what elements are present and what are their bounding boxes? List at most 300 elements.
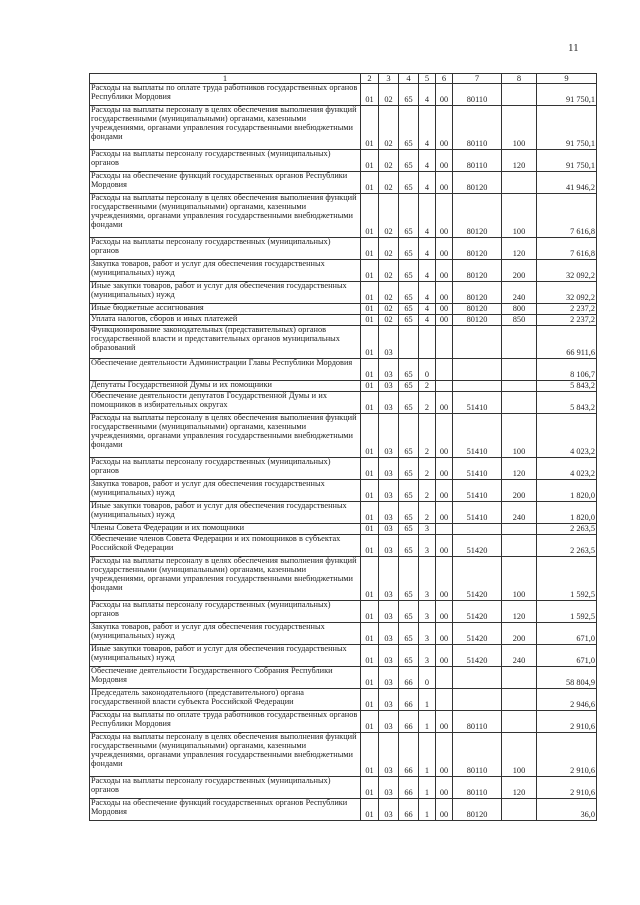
amount: 1 820,0	[537, 480, 597, 502]
code-subsection: 03	[379, 359, 399, 381]
code-subsection: 02	[379, 84, 399, 106]
amount: 32 092,2	[537, 282, 597, 304]
column-header: 6	[436, 74, 453, 84]
amount: 4 023,2	[537, 414, 597, 458]
amount: 36,0	[537, 799, 597, 821]
amount: 2 910,6	[537, 777, 597, 799]
code-subprogram: 0	[419, 359, 436, 381]
code-subsection: 02	[379, 150, 399, 172]
code-subprogram: 3	[419, 645, 436, 667]
code-subsection: 03	[379, 480, 399, 502]
code-expense-type: 240	[502, 645, 537, 667]
code-subsection: 03	[379, 601, 399, 623]
code-subprogram: 4	[419, 194, 436, 238]
table-row	[90, 84, 597, 106]
code-direction: 80120	[453, 194, 502, 238]
code-subprogram: 2	[419, 392, 436, 414]
code-expense-type	[502, 84, 537, 106]
row-label: Уплата налогов, сборов и иных платежей	[90, 315, 361, 326]
row-label: Председатель законодательного (представительного) органа государственной власти субъекта Российской Федерации	[90, 689, 361, 711]
code-program: 65	[399, 535, 419, 557]
table-body	[90, 84, 597, 821]
row-label: Расходы на выплаты персоналу в целях обеспечения выполнения функций государственными (муниципальными) органами, казенными учреждениями, органами управления государственными внебюджетными фондами	[90, 557, 361, 601]
code-section: 01	[361, 557, 379, 601]
code-expense-type	[502, 326, 537, 359]
code-direction: 51410	[453, 414, 502, 458]
code-program: 65	[399, 84, 419, 106]
code-section: 01	[361, 623, 379, 645]
code-direction: 51410	[453, 502, 502, 524]
code-subsection: 03	[379, 799, 399, 821]
code-subprogram: 4	[419, 304, 436, 315]
code-section: 01	[361, 667, 379, 689]
code-expense-type: 100	[502, 557, 537, 601]
amount: 2 910,6	[537, 733, 597, 777]
code-group	[436, 359, 453, 381]
code-subsection: 02	[379, 304, 399, 315]
column-number-row	[90, 74, 597, 84]
code-group: 00	[436, 645, 453, 667]
code-subprogram: 4	[419, 172, 436, 194]
code-subprogram: 2	[419, 414, 436, 458]
table-row	[90, 524, 597, 535]
code-expense-type: 120	[502, 777, 537, 799]
code-program: 65	[399, 557, 419, 601]
code-subsection: 03	[379, 502, 399, 524]
code-group: 00	[436, 150, 453, 172]
row-label: Иные закупки товаров, работ и услуг для обеспечения государственных (муниципальных) нужд	[90, 645, 361, 667]
code-subprogram: 3	[419, 524, 436, 535]
code-section: 01	[361, 458, 379, 480]
code-group	[436, 381, 453, 392]
code-group: 00	[436, 392, 453, 414]
row-label: Расходы на выплаты по оплате труда работников государственных органов Республики Мордовия	[90, 84, 361, 106]
code-section: 01	[361, 326, 379, 359]
row-label: Члены Совета Федерации и их помощники	[90, 524, 361, 535]
code-program: 65	[399, 172, 419, 194]
code-subprogram: 3	[419, 601, 436, 623]
code-group: 00	[436, 84, 453, 106]
code-subprogram: 1	[419, 777, 436, 799]
code-subprogram: 4	[419, 315, 436, 326]
code-expense-type: 850	[502, 315, 537, 326]
row-label: Расходы на выплаты персоналу в целях обеспечения выполнения функций государственными (муниципальными) органами, казенными учреждениями, органами управления государственными внебюджетными фондами	[90, 106, 361, 150]
code-program: 65	[399, 381, 419, 392]
amount: 2 237,2	[537, 304, 597, 315]
code-subprogram: 4	[419, 238, 436, 260]
code-program: 65	[399, 601, 419, 623]
code-group: 00	[436, 733, 453, 777]
table-row	[90, 777, 597, 799]
table-row	[90, 282, 597, 304]
code-subsection: 03	[379, 381, 399, 392]
code-expense-type	[502, 524, 537, 535]
amount: 1 592,5	[537, 601, 597, 623]
table-row	[90, 315, 597, 326]
column-header: 9	[537, 74, 597, 84]
code-expense-type	[502, 667, 537, 689]
code-subsection: 02	[379, 260, 399, 282]
code-program: 66	[399, 799, 419, 821]
code-expense-type: 200	[502, 260, 537, 282]
table-row	[90, 535, 597, 557]
amount: 32 092,2	[537, 260, 597, 282]
code-section: 01	[361, 414, 379, 458]
code-section: 01	[361, 84, 379, 106]
code-direction	[453, 667, 502, 689]
code-section: 01	[361, 194, 379, 238]
code-subsection: 02	[379, 106, 399, 150]
amount: 8 106,7	[537, 359, 597, 381]
code-section: 01	[361, 315, 379, 326]
code-subprogram: 2	[419, 381, 436, 392]
code-subsection: 03	[379, 777, 399, 799]
code-program: 65	[399, 480, 419, 502]
code-subsection: 03	[379, 535, 399, 557]
code-program: 66	[399, 667, 419, 689]
code-group	[436, 524, 453, 535]
code-section: 01	[361, 106, 379, 150]
code-group: 00	[436, 623, 453, 645]
code-expense-type: 100	[502, 194, 537, 238]
code-expense-type	[502, 689, 537, 711]
code-expense-type: 240	[502, 502, 537, 524]
code-program: 65	[399, 645, 419, 667]
code-expense-type: 120	[502, 238, 537, 260]
code-program	[399, 326, 419, 359]
code-subsection: 02	[379, 194, 399, 238]
table-row	[90, 381, 597, 392]
row-label: Закупка товаров, работ и услуг для обеспечения государственных (муниципальных) нужд	[90, 623, 361, 645]
table-row	[90, 601, 597, 623]
code-section: 01	[361, 172, 379, 194]
code-direction: 80120	[453, 799, 502, 821]
code-section: 01	[361, 392, 379, 414]
row-label: Расходы на обеспечение функций государственных органов Республики Мордовия	[90, 172, 361, 194]
code-group: 00	[436, 480, 453, 502]
code-expense-type	[502, 172, 537, 194]
row-label: Иные закупки товаров, работ и услуг для обеспечения государственных (муниципальных) нужд	[90, 502, 361, 524]
row-label: Иные бюджетные ассигнования	[90, 304, 361, 315]
table-row	[90, 645, 597, 667]
table-row	[90, 733, 597, 777]
row-label: Закупка товаров, работ и услуг для обеспечения государственных (муниципальных) нужд	[90, 480, 361, 502]
amount: 91 750,1	[537, 84, 597, 106]
page-number: 11	[568, 42, 579, 54]
amount: 7 616,8	[537, 194, 597, 238]
table-row	[90, 799, 597, 821]
amount: 1 820,0	[537, 502, 597, 524]
code-direction: 80120	[453, 260, 502, 282]
column-header: 2	[361, 74, 379, 84]
code-subsection: 02	[379, 315, 399, 326]
code-expense-type	[502, 711, 537, 733]
row-label: Расходы на выплаты персоналу государственных (муниципальных) органов	[90, 458, 361, 480]
code-direction: 80110	[453, 733, 502, 777]
code-direction: 51420	[453, 645, 502, 667]
code-direction	[453, 689, 502, 711]
code-direction: 80110	[453, 106, 502, 150]
code-subprogram: 1	[419, 689, 436, 711]
code-group: 00	[436, 172, 453, 194]
code-section: 01	[361, 480, 379, 502]
row-label: Расходы на выплаты персоналу государственных (муниципальных) органов	[90, 777, 361, 799]
code-expense-type: 240	[502, 282, 537, 304]
row-label: Расходы на выплаты по оплате труда работников государственных органов Республики Мордовия	[90, 711, 361, 733]
column-header: 4	[399, 74, 419, 84]
code-subprogram: 2	[419, 480, 436, 502]
code-expense-type: 800	[502, 304, 537, 315]
table-row	[90, 458, 597, 480]
amount: 2 946,6	[537, 689, 597, 711]
code-subsection: 03	[379, 711, 399, 733]
code-section: 01	[361, 711, 379, 733]
amount: 5 843,2	[537, 392, 597, 414]
code-program: 65	[399, 304, 419, 315]
code-subsection: 03	[379, 392, 399, 414]
code-expense-type	[502, 535, 537, 557]
row-label: Расходы на выплаты персоналу в целях обеспечения выполнения функций государственными (муниципальными) органами, казенными учреждениями, органами управления государственными внебюджетными фондами	[90, 194, 361, 238]
amount: 1 592,5	[537, 557, 597, 601]
code-group: 00	[436, 194, 453, 238]
code-section: 01	[361, 689, 379, 711]
code-section: 01	[361, 524, 379, 535]
code-section: 01	[361, 282, 379, 304]
table-row	[90, 304, 597, 315]
row-label: Расходы на выплаты персоналу государственных (муниципальных) органов	[90, 238, 361, 260]
code-group: 00	[436, 799, 453, 821]
code-direction	[453, 359, 502, 381]
code-group: 00	[436, 106, 453, 150]
code-direction: 80110	[453, 84, 502, 106]
column-header: 8	[502, 74, 537, 84]
code-direction: 51410	[453, 458, 502, 480]
code-group: 00	[436, 304, 453, 315]
table-row	[90, 414, 597, 458]
code-subprogram: 3	[419, 623, 436, 645]
table-row	[90, 194, 597, 238]
row-label: Расходы на обеспечение функций государственных органов Республики Мордовия	[90, 799, 361, 821]
code-direction	[453, 381, 502, 392]
code-direction	[453, 524, 502, 535]
table-row	[90, 711, 597, 733]
row-label: Обеспечение деятельности Администрации Главы Республики Мордовия	[90, 359, 361, 381]
code-expense-type: 120	[502, 601, 537, 623]
code-group: 00	[436, 458, 453, 480]
code-program: 65	[399, 392, 419, 414]
row-label: Обеспечение членов Совета Федерации и их помощников в субъектах Российской Федерации	[90, 535, 361, 557]
code-group: 00	[436, 315, 453, 326]
column-header: 7	[453, 74, 502, 84]
code-section: 01	[361, 799, 379, 821]
code-direction: 80110	[453, 711, 502, 733]
code-expense-type	[502, 381, 537, 392]
code-group: 00	[436, 535, 453, 557]
code-direction: 51420	[453, 535, 502, 557]
table-row	[90, 689, 597, 711]
code-program: 65	[399, 524, 419, 535]
amount: 4 023,2	[537, 458, 597, 480]
code-section: 01	[361, 260, 379, 282]
code-expense-type: 100	[502, 106, 537, 150]
code-group: 00	[436, 777, 453, 799]
column-header: 1	[90, 74, 361, 84]
row-label: Расходы на выплаты персоналу в целях обеспечения выполнения функций государственными (муниципальными) органами, казенными учреждениями, органами управления государственными внебюджетными фондами	[90, 733, 361, 777]
row-label: Закупка товаров, работ и услуг для обеспечения государственных (муниципальных) нужд	[90, 260, 361, 282]
code-group: 00	[436, 711, 453, 733]
code-direction: 51410	[453, 480, 502, 502]
code-group: 00	[436, 238, 453, 260]
row-label: Расходы на выплаты персоналу государственных (муниципальных) органов	[90, 150, 361, 172]
amount: 2 237,2	[537, 315, 597, 326]
code-direction: 51420	[453, 557, 502, 601]
code-group	[436, 689, 453, 711]
budget-table	[89, 73, 597, 821]
code-direction: 80120	[453, 282, 502, 304]
table-row	[90, 667, 597, 689]
code-subsection: 03	[379, 326, 399, 359]
code-subprogram: 1	[419, 799, 436, 821]
code-expense-type	[502, 392, 537, 414]
code-subprogram: 0	[419, 667, 436, 689]
code-section: 01	[361, 777, 379, 799]
code-subsection: 02	[379, 238, 399, 260]
code-subprogram: 4	[419, 84, 436, 106]
column-header: 5	[419, 74, 436, 84]
code-direction: 80120	[453, 315, 502, 326]
code-program: 66	[399, 689, 419, 711]
code-subsection: 03	[379, 733, 399, 777]
code-subprogram	[419, 326, 436, 359]
code-direction: 51420	[453, 623, 502, 645]
code-group: 00	[436, 601, 453, 623]
amount: 66 911,6	[537, 326, 597, 359]
column-header: 3	[379, 74, 399, 84]
code-group	[436, 667, 453, 689]
code-direction: 51420	[453, 601, 502, 623]
code-subsection: 03	[379, 689, 399, 711]
code-expense-type	[502, 359, 537, 381]
code-subprogram: 3	[419, 557, 436, 601]
code-program: 65	[399, 238, 419, 260]
code-section: 01	[361, 645, 379, 667]
code-section: 01	[361, 535, 379, 557]
amount: 2 263,5	[537, 535, 597, 557]
code-subsection: 03	[379, 524, 399, 535]
code-direction: 80120	[453, 238, 502, 260]
table-row	[90, 392, 597, 414]
table-row	[90, 106, 597, 150]
code-program: 65	[399, 260, 419, 282]
table-row	[90, 260, 597, 282]
code-subsection: 03	[379, 667, 399, 689]
code-section: 01	[361, 381, 379, 392]
code-expense-type: 200	[502, 623, 537, 645]
code-subsection: 03	[379, 414, 399, 458]
amount: 7 616,8	[537, 238, 597, 260]
code-program: 65	[399, 623, 419, 645]
code-section: 01	[361, 238, 379, 260]
row-label: Иные закупки товаров, работ и услуг для обеспечения государственных (муниципальных) нужд	[90, 282, 361, 304]
code-direction: 80120	[453, 172, 502, 194]
code-subprogram: 2	[419, 458, 436, 480]
code-program: 66	[399, 777, 419, 799]
code-subprogram: 3	[419, 535, 436, 557]
code-subprogram: 1	[419, 733, 436, 777]
code-direction	[453, 326, 502, 359]
code-program: 65	[399, 282, 419, 304]
code-group: 00	[436, 502, 453, 524]
code-expense-type	[502, 799, 537, 821]
code-program: 65	[399, 315, 419, 326]
code-group: 00	[436, 557, 453, 601]
code-subprogram: 4	[419, 282, 436, 304]
row-label: Функционирование законодательных (представительных) органов государственной власти и представительных органов муниципальных образований	[90, 326, 361, 359]
code-direction: 51410	[453, 392, 502, 414]
amount: 41 946,2	[537, 172, 597, 194]
table-row	[90, 557, 597, 601]
amount: 2 910,6	[537, 711, 597, 733]
code-group: 00	[436, 260, 453, 282]
code-group: 00	[436, 282, 453, 304]
code-expense-type: 100	[502, 733, 537, 777]
amount: 91 750,1	[537, 106, 597, 150]
code-subprogram: 4	[419, 260, 436, 282]
code-subprogram: 4	[419, 106, 436, 150]
code-section: 01	[361, 733, 379, 777]
row-label: Обеспечение деятельности Государственного Собрания Республики Мордовия	[90, 667, 361, 689]
code-section: 01	[361, 304, 379, 315]
amount: 58 804,9	[537, 667, 597, 689]
code-subsection: 03	[379, 623, 399, 645]
code-section: 01	[361, 502, 379, 524]
code-group	[436, 326, 453, 359]
amount: 671,0	[537, 645, 597, 667]
code-subsection: 02	[379, 282, 399, 304]
code-direction: 80110	[453, 777, 502, 799]
row-label: Обеспечение деятельности депутатов Государственной Думы и их помощников в избирательных округах	[90, 392, 361, 414]
table-row	[90, 623, 597, 645]
code-direction: 80110	[453, 150, 502, 172]
code-subsection: 03	[379, 557, 399, 601]
code-expense-type: 100	[502, 414, 537, 458]
code-program: 66	[399, 733, 419, 777]
code-subprogram: 1	[419, 711, 436, 733]
code-program: 65	[399, 414, 419, 458]
table-row	[90, 150, 597, 172]
amount: 671,0	[537, 623, 597, 645]
table-row	[90, 172, 597, 194]
code-direction: 80120	[453, 304, 502, 315]
code-expense-type: 120	[502, 458, 537, 480]
table-row	[90, 326, 597, 359]
code-program: 65	[399, 194, 419, 238]
code-program: 65	[399, 150, 419, 172]
amount: 5 843,2	[537, 381, 597, 392]
code-program: 65	[399, 359, 419, 381]
code-program: 65	[399, 106, 419, 150]
code-expense-type: 120	[502, 150, 537, 172]
code-subsection: 02	[379, 172, 399, 194]
table-row	[90, 359, 597, 381]
amount: 91 750,1	[537, 150, 597, 172]
code-section: 01	[361, 601, 379, 623]
code-program: 65	[399, 502, 419, 524]
row-label: Расходы на выплаты персоналу государственных (муниципальных) органов	[90, 601, 361, 623]
code-group: 00	[436, 414, 453, 458]
row-label: Депутаты Государственной Думы и их помощники	[90, 381, 361, 392]
code-program: 65	[399, 458, 419, 480]
